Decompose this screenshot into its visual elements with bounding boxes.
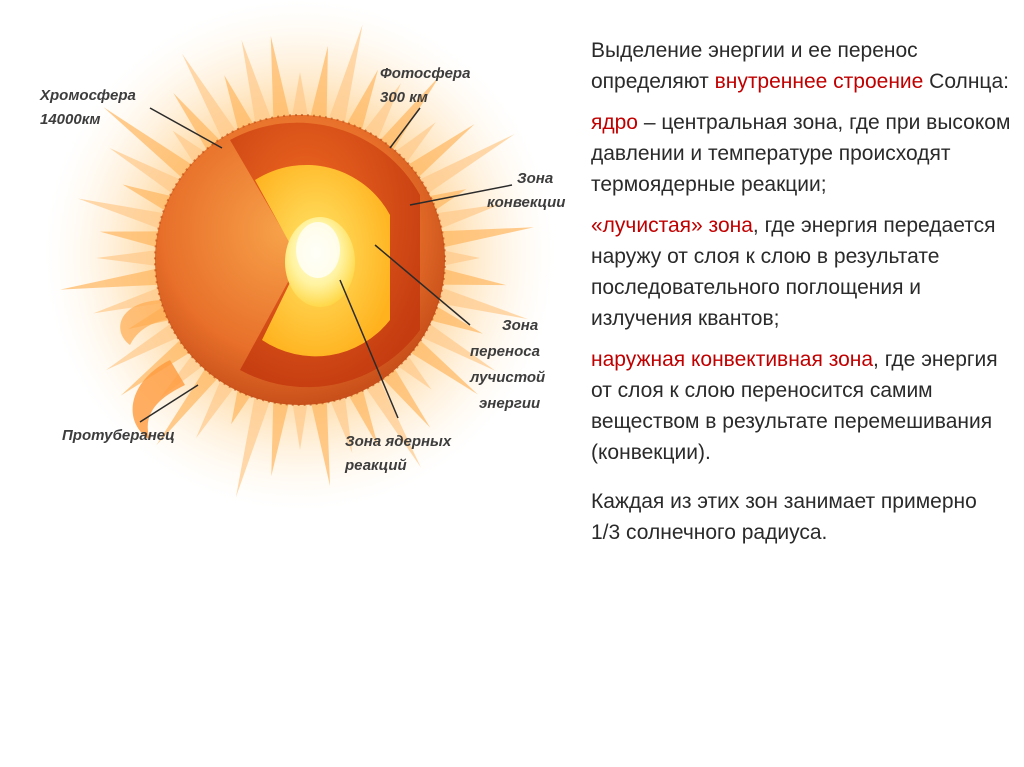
core-highlight [296, 222, 340, 278]
label-prominence: Протуберанец [62, 427, 175, 444]
label-convection-2: конвекции [487, 194, 566, 211]
sun-structure-diagram [0, 0, 600, 520]
core-paragraph: ядро – центральная зона, где при высоком давлении и температуре происходят термоядерные реакции; [591, 111, 1011, 196]
label-nuclear-2: реакций [345, 457, 407, 474]
radiative-paragraph: «лучистая» зона, где энергия передается наружу от слоя к слою в результате последовательного поглощения и излучения квантов; [591, 214, 996, 330]
label-radiative-4: энергии [479, 395, 541, 412]
convective-paragraph: наружная конвективная зона, где энергия от слоя к слою переносится самим веществом в результате перемешивания (конвекции). [591, 348, 998, 464]
label-nuclear-1: Зона ядерных [345, 433, 452, 450]
description-panel [591, 35, 1011, 558]
internal-structure-highlight: внутреннее строение [714, 70, 924, 93]
label-radiative-3: лучистой [470, 369, 546, 386]
convective-term: наружная конвективная зона [591, 348, 874, 371]
intro-paragraph: Выделение энергии и ее перенос определяют внутреннее строение Солнца: [591, 39, 1009, 93]
closing-paragraph: Каждая из этих зон занимает примерно 1/3 солнечного радиуса. [591, 490, 977, 544]
label-photosphere-size: 300 км [380, 89, 428, 106]
label-radiative-1: Зона [502, 317, 539, 334]
label-convection-1: Зона [517, 170, 554, 187]
core-term: ядро [591, 111, 638, 134]
radiative-term: «лучистая» зона [591, 214, 753, 237]
label-chromosphere: Хромосфера [40, 87, 136, 104]
label-photosphere: Фотосфера [380, 65, 471, 82]
label-chromosphere-size: 14000км [40, 111, 101, 128]
label-radiative-2: переноса [470, 343, 540, 360]
